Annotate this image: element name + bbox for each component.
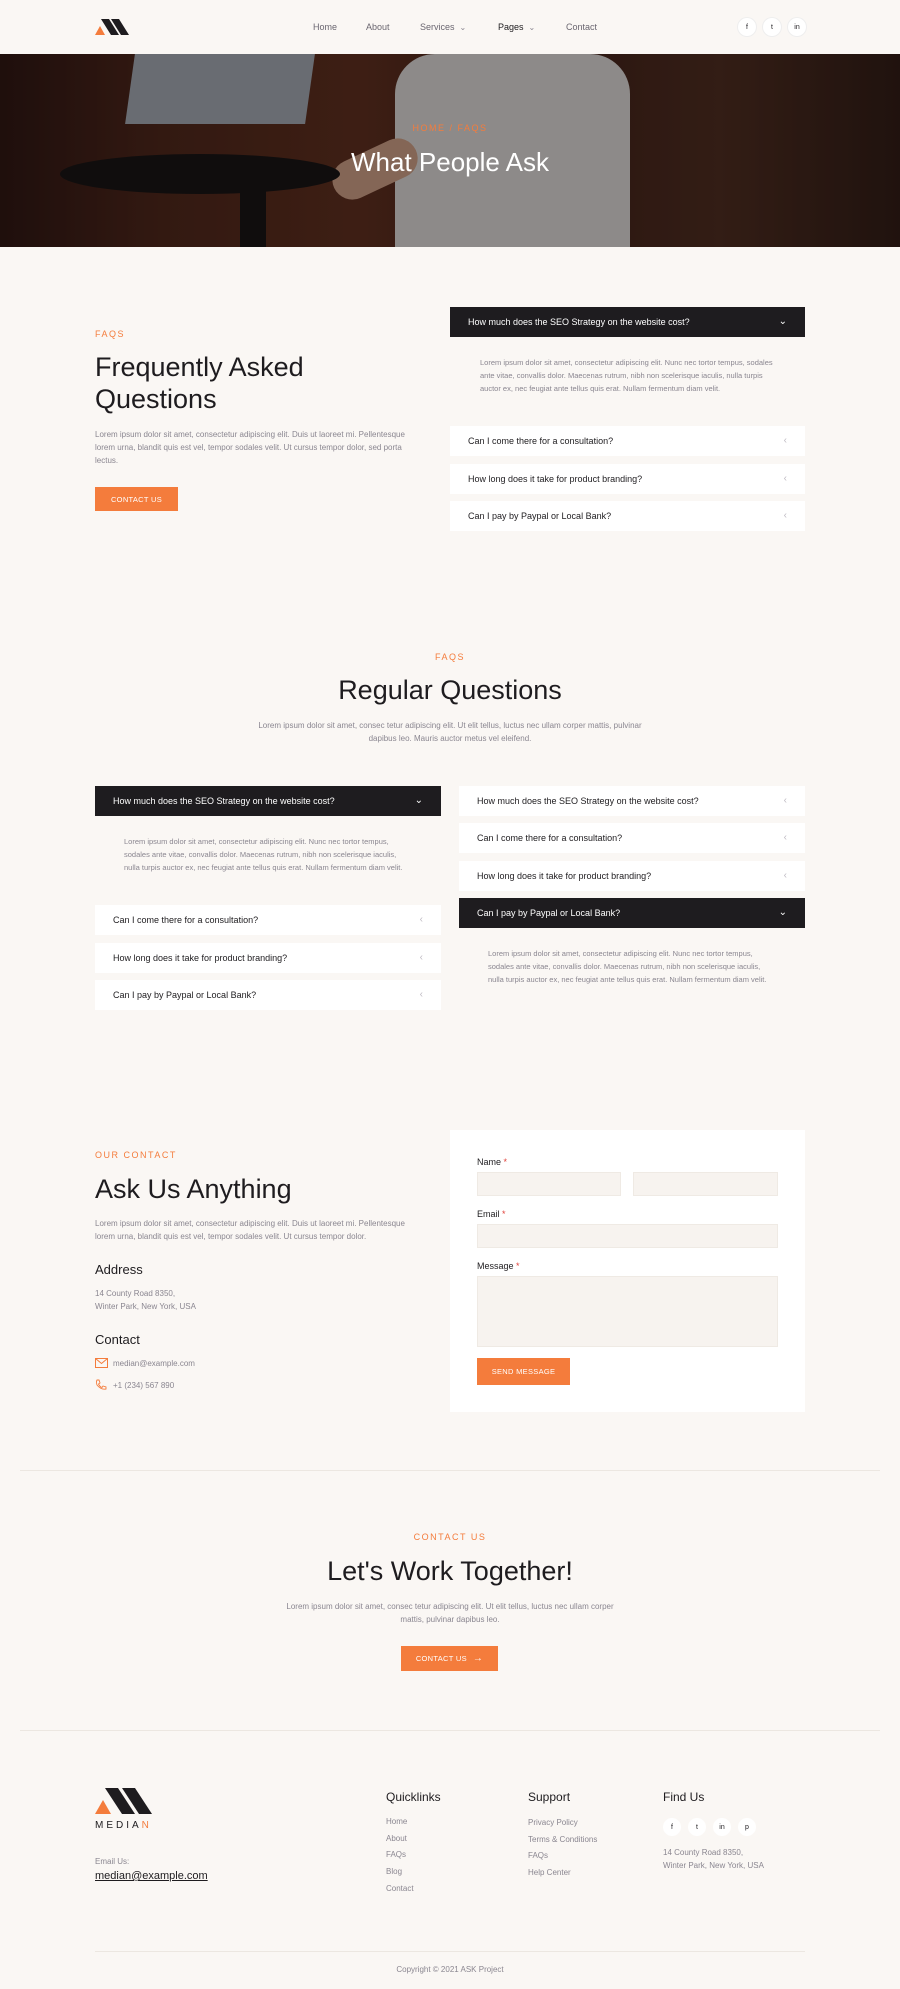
- faq2-left-question-3: How long does it take for product branding?: [113, 953, 288, 963]
- faq2-right-question-3: How long does it take for product branding?: [477, 871, 652, 881]
- footer-logo-icon: [95, 1788, 161, 1814]
- required-marker: *: [502, 1209, 506, 1219]
- contact-kicker: OUR CONTACT: [95, 1150, 177, 1160]
- cta-description-line1: Lorem ipsum dolor sit amet, consec tetur adipiscing elit. Ut elit tellus, luctus nec ullam corper: [286, 1602, 614, 1611]
- findus-title: Find Us: [663, 1790, 705, 1804]
- arrow-right-icon: →: [472, 1653, 484, 1664]
- faq2-left-item-4[interactable]: [95, 980, 441, 1010]
- footer-link-contact[interactable]: Contact: [386, 1884, 414, 1893]
- footer-link-faqs[interactable]: FAQs: [386, 1850, 407, 1859]
- cta-kicker: CONTACT US: [413, 1532, 487, 1542]
- footer-wordmark-accent: N: [141, 1820, 152, 1831]
- chevron-left-icon: ‹: [783, 795, 787, 806]
- faq2-right-item-4[interactable]: [459, 898, 805, 928]
- facebook-icon[interactable]: f: [738, 18, 756, 36]
- faq2-description: [0, 719, 900, 745]
- faq2-right-item-2[interactable]: [459, 823, 805, 853]
- faq2-left-question-2: Can I come there for a consultation?: [113, 915, 259, 925]
- faq2-left-answer-1: Lorem ipsum dolor sit amet, consectetur adipiscing elit. Nunc nec tortor tempus, sodales ante vitae, convallis dolor. Maecenas rutrum, nibh non scelerisque iaculis, nulla turpis auctor ex, nec feugiat ante tellus quis erat. Nullam fermentum diam velit.: [124, 837, 403, 872]
- contact-title: Ask Us Anything: [95, 1174, 292, 1204]
- send-message-button[interactable]: SEND MESSAGE: [477, 1358, 570, 1385]
- chevron-down-icon: ⌄: [778, 316, 787, 327]
- faq1-question-3: How long does it take for product branding?: [468, 474, 643, 484]
- faq1-title-line2: Questions: [95, 384, 217, 414]
- email-label: [477, 1209, 506, 1219]
- faq2-right-question-4: Can I pay by Paypal or Local Bank?: [477, 908, 621, 918]
- footer-link-home[interactable]: Home: [386, 1817, 408, 1826]
- footer-email-label: Email Us:: [95, 1857, 130, 1866]
- faq1-title: [95, 351, 395, 415]
- address-text: [95, 1287, 196, 1313]
- twitter-icon[interactable]: t: [763, 18, 781, 36]
- name-label: [477, 1157, 507, 1167]
- faq2-right-item-1[interactable]: [459, 786, 805, 816]
- chevron-left-icon: ‹: [783, 435, 787, 446]
- nav-pages-label: Pages: [498, 22, 524, 32]
- brand-logo-icon[interactable]: [95, 19, 133, 35]
- footer-link-privacy[interactable]: Privacy Policy: [528, 1818, 578, 1827]
- hero-title: What People Ask: [351, 147, 549, 177]
- faq2-left-question-4: Can I pay by Paypal or Local Bank?: [113, 990, 257, 1000]
- chevron-left-icon: ‹: [419, 989, 423, 1000]
- site-header: [0, 0, 900, 54]
- faq1-question-4: Can I pay by Paypal or Local Bank?: [468, 511, 612, 521]
- footer-address-line2: Winter Park, New York, USA: [663, 1861, 764, 1870]
- cta-description: [0, 1600, 900, 1626]
- faq2-right-item-3[interactable]: [459, 861, 805, 891]
- section-divider: [20, 1470, 880, 1471]
- address-line1: 14 County Road 8350,: [95, 1289, 176, 1298]
- linkedin-icon[interactable]: in: [788, 18, 806, 36]
- faq1-item-1[interactable]: [450, 307, 805, 337]
- chevron-left-icon: ‹: [419, 914, 423, 925]
- chevron-left-icon: ‹: [783, 870, 787, 881]
- address-line2: Winter Park, New York, USA: [95, 1302, 196, 1311]
- faq2-left-item-3[interactable]: [95, 943, 441, 973]
- faq1-kicker: FAQS: [95, 329, 126, 339]
- chevron-left-icon: ‹: [783, 832, 787, 843]
- footer-wordmark: [95, 1820, 152, 1831]
- required-marker: *: [516, 1261, 520, 1271]
- chevron-down-icon: ⌄: [459, 23, 467, 32]
- footer-wordmark-text: MEDIA: [95, 1820, 142, 1831]
- cta-contact-button[interactable]: [401, 1646, 498, 1671]
- faq1-title-line1: Frequently Asked: [95, 352, 304, 382]
- faq2-left-item-1[interactable]: [95, 786, 441, 816]
- faq2-title: Regular Questions: [338, 675, 562, 705]
- hero-breadcrumb: HOME / FAQS: [412, 123, 488, 133]
- footer-address-line1: 14 County Road 8350,: [663, 1848, 744, 1857]
- faq2-description-line1: Lorem ipsum dolor sit amet, consec tetur adipiscing elit. Ut elit tellus, luctus nec ullam corper mattis, pulvinar: [258, 721, 642, 730]
- footer-link-blog[interactable]: Blog: [386, 1867, 403, 1876]
- phone-icon: [95, 1379, 107, 1391]
- cta-description-line2: mattis, pulvinar dapibus leo.: [400, 1615, 500, 1624]
- faq2-left-item-2[interactable]: [95, 905, 441, 935]
- facebook-icon[interactable]: f: [663, 1818, 681, 1836]
- footer-email-link[interactable]: median@example.com: [95, 1870, 208, 1882]
- email-label-text: Email: [477, 1209, 500, 1219]
- chevron-left-icon: ‹: [783, 473, 787, 484]
- contact-description: Lorem ipsum dolor sit amet, consectetur adipiscing elit. Duis ut laoreet mi. Pellentesque lorem urna, blandit quis est vel, tempor sodales velit. Ut cursus tempor dolor.: [95, 1219, 405, 1241]
- footer-address: [663, 1846, 764, 1872]
- footer-link-help[interactable]: Help Center: [528, 1868, 571, 1877]
- nav-home[interactable]: Home: [313, 22, 338, 32]
- faq1-item-3[interactable]: [450, 464, 805, 494]
- mail-icon: [95, 1358, 108, 1368]
- address-title: Address: [95, 1262, 143, 1277]
- quicklinks-title: Quicklinks: [386, 1790, 441, 1804]
- footer-link-about[interactable]: About: [386, 1834, 407, 1843]
- pinterest-icon[interactable]: p: [738, 1818, 756, 1836]
- faq2-right-answer-4: Lorem ipsum dolor sit amet, consectetur adipiscing elit. Nunc nec tortor tempus, sodales ante vitae, convallis dolor. Maecenas rutrum, nibh non scelerisque iaculis, nulla turpis auctor ex, nec feugiat ante tellus quis erat. Nullam fermentum diam velit.: [488, 949, 767, 984]
- name-label-text: Name: [477, 1157, 502, 1167]
- nav-services-label: Services: [420, 22, 455, 32]
- section-divider: [20, 1730, 880, 1731]
- faq2-right-question-1: How much does the SEO Strategy on the website cost?: [477, 796, 699, 806]
- contact-phone[interactable]: +1 (234) 567 890: [113, 1381, 175, 1390]
- faq2-left-question-1: How much does the SEO Strategy on the website cost?: [113, 796, 335, 806]
- contact-email[interactable]: median@example.com: [113, 1359, 195, 1368]
- faq2-right-question-2: Can I come there for a consultation?: [477, 833, 623, 843]
- twitter-icon[interactable]: t: [688, 1818, 706, 1836]
- chevron-down-icon: ⌄: [778, 907, 787, 918]
- chevron-down-icon: ⌄: [528, 23, 536, 32]
- faq1-description: Lorem ipsum dolor sit amet, consectetur adipiscing elit. Duis ut laoreet mi. Pellentesque lorem urna, blandit quis est vel, tempor sodales velit. Ut cursus tempor dolor, sed porta lectus.: [95, 430, 405, 465]
- faq2-kicker: FAQS: [434, 652, 465, 662]
- faq1-question-1: How much does the SEO Strategy on the website cost?: [468, 317, 690, 327]
- first-name-input[interactable]: [477, 1172, 621, 1196]
- chevron-down-icon: ⌄: [414, 795, 423, 806]
- copyright-text: Copyright © 2021 ASK Project: [396, 1965, 504, 1974]
- message-label: [477, 1261, 520, 1271]
- contact-us-button[interactable]: CONTACT US: [95, 487, 178, 511]
- contact-info-title: Contact: [95, 1332, 140, 1347]
- chevron-left-icon: ‹: [783, 510, 787, 521]
- footer-link-faqs-support[interactable]: FAQs: [528, 1851, 549, 1860]
- chevron-left-icon: ‹: [419, 952, 423, 963]
- faq2-description-line2: dapibus leo. Mauris auctor metus vel eleifend.: [368, 734, 532, 743]
- message-textarea[interactable]: [477, 1276, 778, 1347]
- faq1-item-4[interactable]: [450, 501, 805, 531]
- faq1-question-2: Can I come there for a consultation?: [468, 436, 614, 446]
- faq1-answer-1: Lorem ipsum dolor sit amet, consectetur adipiscing elit. Nunc nec tortor tempus, sodales ante vitae, convallis dolor. Maecenas rutrum, nibh non scelerisque iaculis, nulla turpis auctor ex, nec feugiat ante tellus quis erat. Nullam fermentum diam velit.: [480, 358, 773, 393]
- cta-contact-button-label: CONTACT US: [415, 1654, 467, 1663]
- cta-title: Let's Work Together!: [327, 1556, 573, 1586]
- linkedin-icon[interactable]: in: [713, 1818, 731, 1836]
- email-input[interactable]: [477, 1224, 778, 1248]
- nav-pages[interactable]: [498, 22, 535, 32]
- nav-about[interactable]: About: [366, 22, 390, 32]
- footer-link-terms[interactable]: Terms & Conditions: [528, 1835, 598, 1844]
- nav-services[interactable]: [420, 22, 466, 32]
- message-label-text: Message: [477, 1261, 514, 1271]
- faq1-item-2[interactable]: [450, 426, 805, 456]
- required-marker: *: [503, 1157, 508, 1167]
- nav-contact[interactable]: Contact: [566, 22, 598, 32]
- last-name-input[interactable]: [633, 1172, 778, 1196]
- support-title: Support: [528, 1790, 571, 1804]
- footer-divider: [95, 1951, 805, 1952]
